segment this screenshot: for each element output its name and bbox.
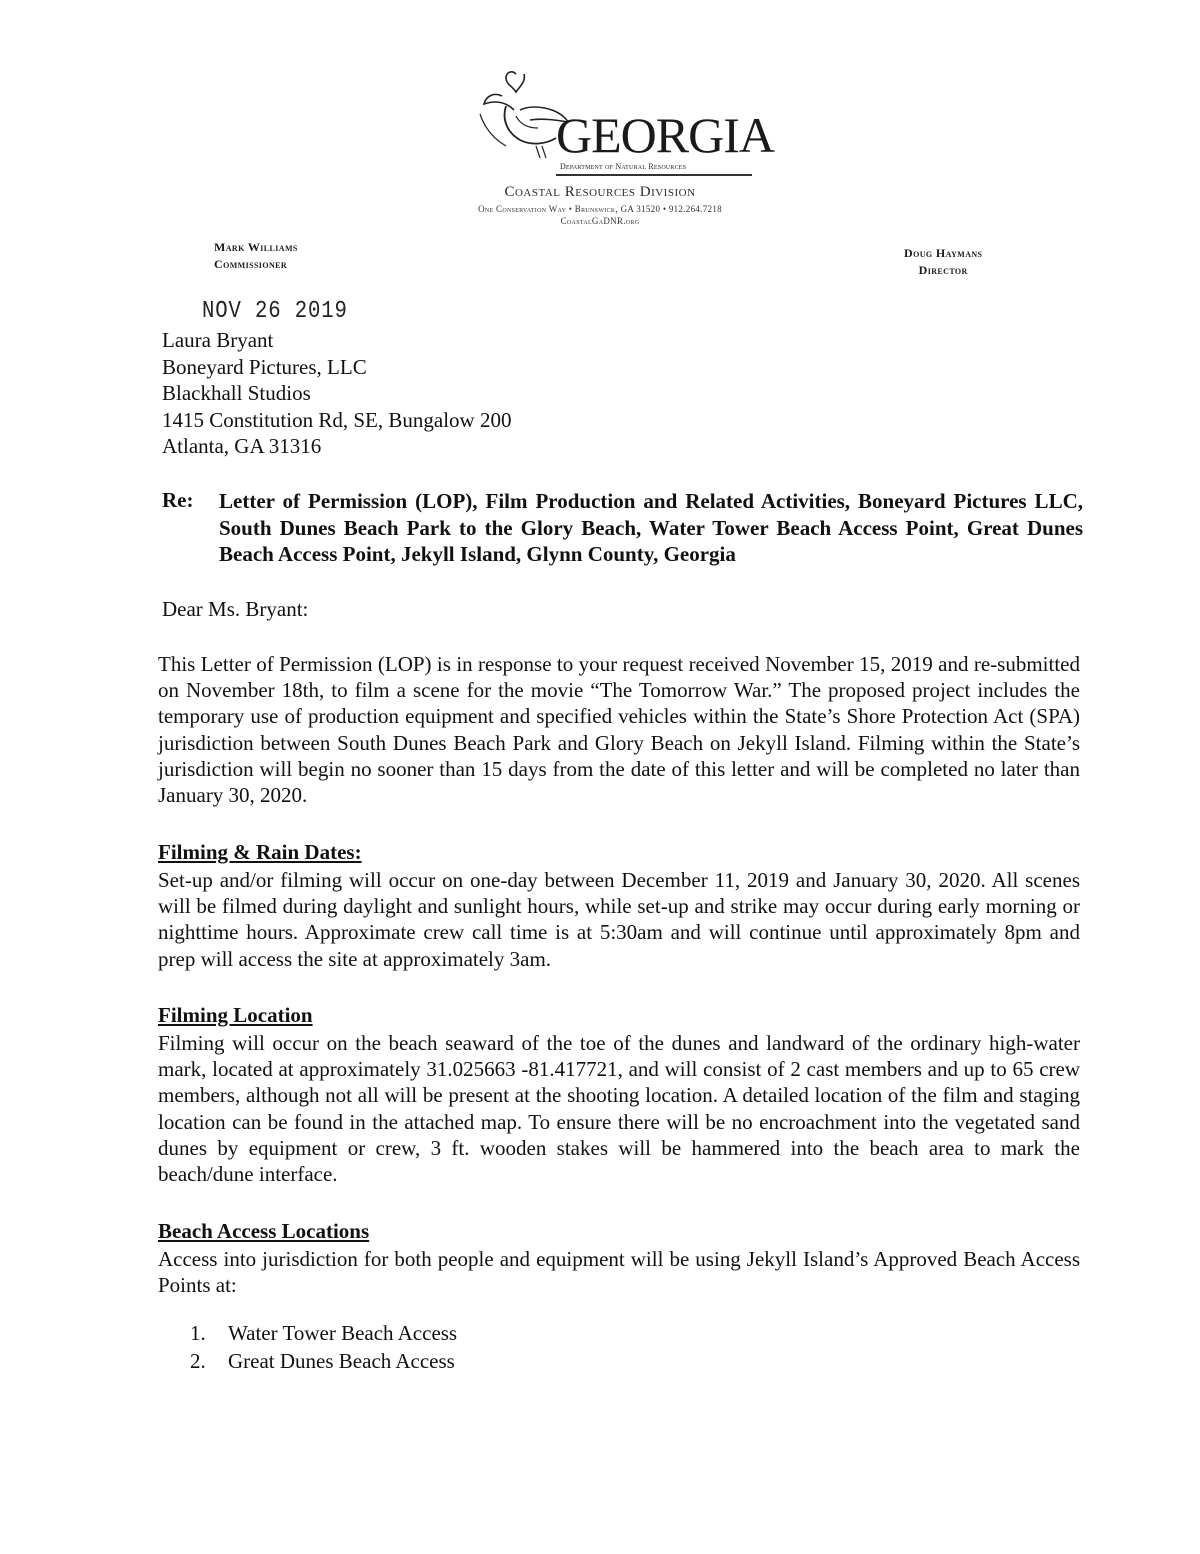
subject-line: Letter of Permission (LOP), Film Production and Related Activities, Boneyard Pictures LLC, South Dunes Beach Park to the Glory Beach, Water Tower Beach Access Point, Great Dunes Beach Access Point, Jekyll Island, Glynn County, Georgia: [219, 489, 1083, 566]
access-points-list: [190, 1320, 457, 1375]
list-item: [190, 1320, 457, 1348]
division-name: Coastal Resources Division: [504, 184, 696, 200]
agency-website: CoastalGaDNR.org: [560, 216, 640, 226]
commissioner-block: [214, 239, 298, 273]
recipient-line: Boneyard Pictures, LLC: [162, 354, 367, 379]
department-name: Department of Natural Resources: [560, 162, 687, 171]
recipient-address: [162, 327, 511, 460]
filming-location-paragraph: Filming will occur on the beach seaward of the toe of the dunes and landward of the ordinary high-water mark, located at approximately 31.025663 -81.417721, and will consist of 2 cast members and up to 65 crew members, although not all will be present at the shooting location. A detailed location of the film and staging location can be found in the attached map. To ensure there will be no encroachment into the vegetated sand dunes by equipment or crew, 3 ft. wooden stakes will be hammered into the beach area to mark the beach/dune interface.: [158, 1031, 1080, 1187]
logo-wordmark: GEORGIA: [556, 107, 774, 163]
list-item-number: 1.: [190, 1321, 206, 1345]
filming-dates-paragraph: Set-up and/or filming will occur on one-day between December 11, 2019 and January 30, 2020. All scenes will be filmed during daylight and sunlight hours, while set-up and strike may occur during early morning or nighttime hours. Approximate crew call time is at 5:30am and will continue until approximately 8pm and prep will access the site at approximately 3am.: [158, 868, 1080, 971]
director-title: Director: [918, 263, 968, 277]
commissioner-title: Commissioner: [214, 257, 288, 271]
agency-address: One Conservation Way • Brunswick, GA 31520 • 912.264.7218: [478, 204, 722, 214]
list-item-label: Water Tower Beach Access: [228, 1321, 458, 1345]
list-item-number: 2.: [190, 1348, 206, 1373]
agency-logo: [476, 66, 774, 178]
director-name: Doug Haymans: [904, 246, 983, 260]
beach-access-paragraph: Access into jurisdiction for both people and equipment will be using Jekyll Island’s Approved Beach Access Points at:: [158, 1247, 1080, 1298]
commissioner-name: Mark Williams: [214, 240, 298, 254]
director-block: [904, 245, 982, 279]
list-item-label: Great Dunes Beach Access: [228, 1348, 455, 1373]
subject-label: Re:: [162, 488, 194, 512]
intro-paragraph: This Letter of Permission (LOP) is in response to your request received November 15, 2019 and re-submitted on November 18th, to film a scene for the movie “The Tomorrow War.” The proposed project includes the temporary use of production equipment and specified vehicles within the State’s Shore Protection Act (SPA) jurisdiction between South Dunes Beach Park and Glory Beach on Jekyll Island. Filming within the State’s jurisdiction will begin no sooner than 15 days from the date of this letter and will be completed no later than January 30, 2020.: [158, 652, 1080, 808]
beach-access-heading: Beach Access Locations: [158, 1219, 370, 1243]
filming-dates-heading: Filming & Rain Dates:: [158, 840, 362, 864]
date-stamp: NOV 26 2019: [202, 298, 348, 325]
list-item: [190, 1348, 457, 1376]
recipient-line: Atlanta, GA 31316: [162, 434, 322, 458]
letterhead-divider: [556, 174, 752, 176]
recipient-line: Blackhall Studios: [162, 381, 311, 405]
filming-location-heading: Filming Location: [158, 1003, 313, 1027]
recipient-line: 1415 Constitution Rd, SE, Bungalow 200: [162, 407, 512, 432]
pelican-icon: [476, 66, 568, 166]
salutation: Dear Ms. Bryant:: [162, 597, 309, 621]
recipient-line: Laura Bryant: [162, 328, 274, 352]
